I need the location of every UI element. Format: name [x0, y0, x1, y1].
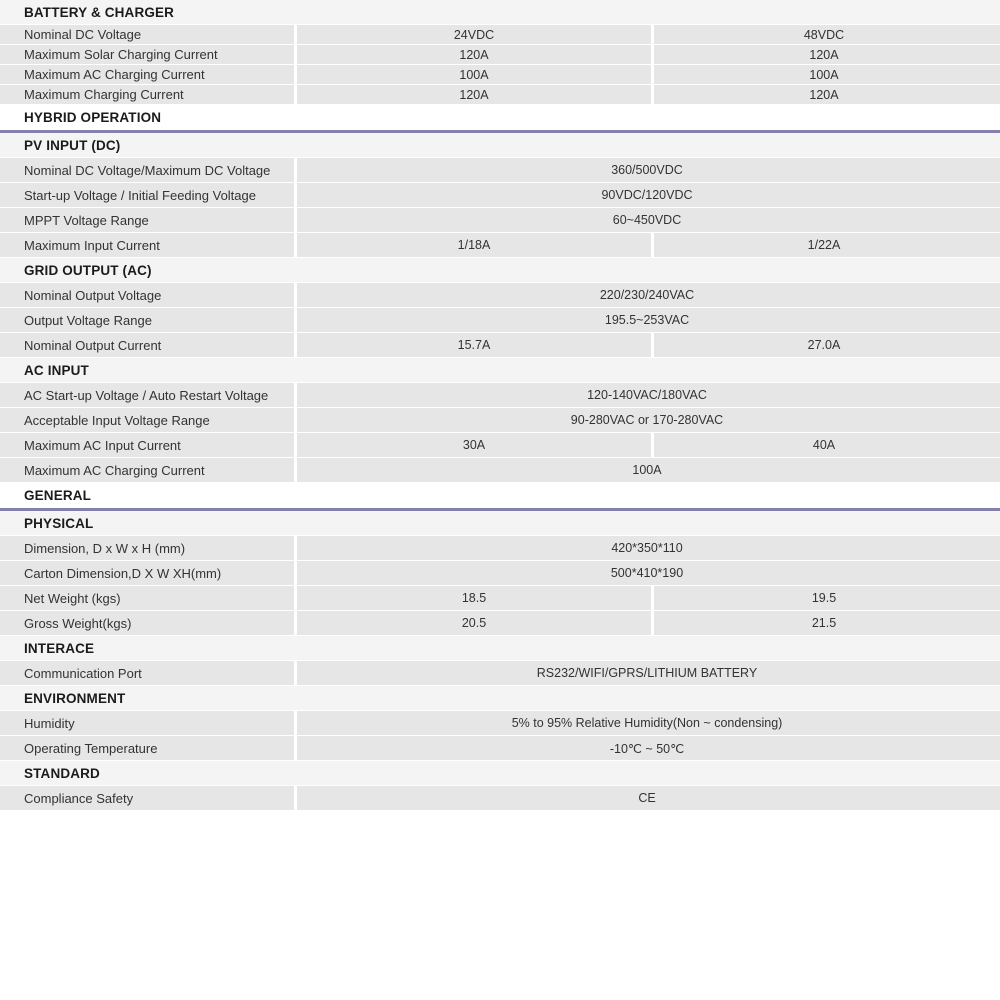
- row-value-merged: 120-140VAC/180VAC: [587, 388, 707, 402]
- row-value-merged: 90VDC/120VDC: [601, 188, 693, 202]
- section-header-interace: INTERACE: [0, 636, 1000, 661]
- table-row: [0, 208, 1000, 233]
- row-value-merged: 500*410*190: [610, 566, 684, 580]
- section-header-battery-charger: BATTERY & CHARGER: [0, 0, 1000, 25]
- row-label: Nominal DC Voltage: [8, 25, 297, 44]
- table-row: [0, 736, 1000, 761]
- row-value-model-b: 1/22A: [807, 238, 841, 252]
- row-value-merged: 420*350*110: [611, 541, 683, 555]
- row-label: Maximum Charging Current: [8, 85, 297, 104]
- sheet-bottom-spacer: [0, 811, 1000, 815]
- row-value-model-b: 27.0A: [807, 338, 841, 352]
- row-value-merged: RS232/WIFI/GPRS/LITHIUM BATTERY: [536, 666, 758, 680]
- row-value-merged: 5% to 95% Relative Humidity(Non ~ condensing): [511, 716, 783, 730]
- table-row: [0, 183, 1000, 208]
- table-row: [0, 536, 1000, 561]
- row-label: Gross Weight(kgs): [8, 611, 297, 635]
- row-label: Net Weight (kgs): [8, 586, 297, 610]
- section-header-pv-input-dc: PV INPUT (DC): [0, 133, 1000, 158]
- table-row: [0, 383, 1000, 408]
- table-row: [0, 458, 1000, 483]
- table-row: [0, 711, 1000, 736]
- row-label: Maximum AC Charging Current: [8, 458, 297, 482]
- row-label: Nominal Output Current: [8, 333, 297, 357]
- section-header-grid-output-ac: GRID OUTPUT (AC): [0, 258, 1000, 283]
- row-value-merged: 360/500VDC: [611, 163, 683, 177]
- row-value-model-a: 15.7A: [297, 333, 654, 357]
- section-header-general: GENERAL: [0, 483, 1000, 508]
- table-row: [0, 308, 1000, 333]
- row-value-merged: CE: [638, 791, 656, 805]
- table-row: [0, 158, 1000, 183]
- row-label: Carton Dimension,D X W XH(mm): [8, 561, 297, 585]
- row-value-merged: -10℃ ~ 50℃: [609, 741, 685, 756]
- row-value-merged: 195.5~253VAC: [604, 313, 690, 327]
- table-row: [0, 333, 1000, 358]
- row-value-merged: 100A: [632, 463, 662, 477]
- row-label: Start-up Voltage / Initial Feeding Voltage: [8, 183, 297, 207]
- row-value-model-a: 1/18A: [297, 233, 654, 257]
- section-header-hybrid-operation: HYBRID OPERATION: [0, 105, 1000, 130]
- table-row: [0, 25, 1000, 45]
- row-label: Nominal Output Voltage: [8, 283, 297, 307]
- row-label: Operating Temperature: [8, 736, 297, 760]
- row-label: Humidity: [8, 711, 297, 735]
- row-label: Maximum Solar Charging Current: [8, 45, 297, 64]
- table-row: [0, 561, 1000, 586]
- table-row: [0, 45, 1000, 65]
- row-label: Compliance Safety: [8, 786, 297, 810]
- row-value-model-a: 18.5: [297, 586, 654, 610]
- row-label: MPPT Voltage Range: [8, 208, 297, 232]
- row-value-model-a: 120A: [297, 85, 654, 104]
- table-row: [0, 611, 1000, 636]
- row-value-merged: 90-280VAC or 170-280VAC: [570, 413, 724, 427]
- section-header-environment: ENVIRONMENT: [0, 686, 1000, 711]
- row-label: Communication Port: [8, 661, 297, 685]
- row-label: Nominal DC Voltage/Maximum DC Voltage: [8, 158, 297, 182]
- table-row: [0, 586, 1000, 611]
- table-row: [0, 661, 1000, 686]
- table-row: [0, 408, 1000, 433]
- row-value-merged: 60~450VDC: [612, 213, 682, 227]
- row-value-model-a: 24VDC: [297, 25, 654, 44]
- row-value-model-b: 100A: [809, 67, 839, 82]
- row-value-model-b: 120A: [809, 47, 839, 62]
- row-label: AC Start-up Voltage / Auto Restart Voltage: [8, 383, 297, 407]
- row-value-model-a: 100A: [297, 65, 654, 84]
- section-header-physical: PHYSICAL: [0, 511, 1000, 536]
- row-value-model-b: 120A: [809, 87, 839, 102]
- row-value-model-a: 20.5: [297, 611, 654, 635]
- row-value-model-a: 120A: [297, 45, 654, 64]
- section-header-ac-input: AC INPUT: [0, 358, 1000, 383]
- row-value-model-b: 48VDC: [803, 27, 845, 42]
- table-row: [0, 85, 1000, 105]
- row-value-merged: 220/230/240VAC: [599, 288, 695, 302]
- row-label: Output Voltage Range: [8, 308, 297, 332]
- row-label: Maximum AC Charging Current: [8, 65, 297, 84]
- table-row: [0, 65, 1000, 85]
- row-label: Dimension, D x W x H (mm): [8, 536, 297, 560]
- table-row: [0, 283, 1000, 308]
- row-value-model-b: 19.5: [811, 591, 837, 605]
- row-label: Maximum AC Input Current: [8, 433, 297, 457]
- table-row: [0, 786, 1000, 811]
- table-row: [0, 233, 1000, 258]
- row-label: Acceptable Input Voltage Range: [8, 408, 297, 432]
- row-value-model-a: 30A: [297, 433, 654, 457]
- row-value-model-b: 21.5: [811, 616, 837, 630]
- row-value-model-b: 40A: [812, 438, 836, 452]
- section-header-standard: STANDARD: [0, 761, 1000, 786]
- row-label: Maximum Input Current: [8, 233, 297, 257]
- table-row: [0, 433, 1000, 458]
